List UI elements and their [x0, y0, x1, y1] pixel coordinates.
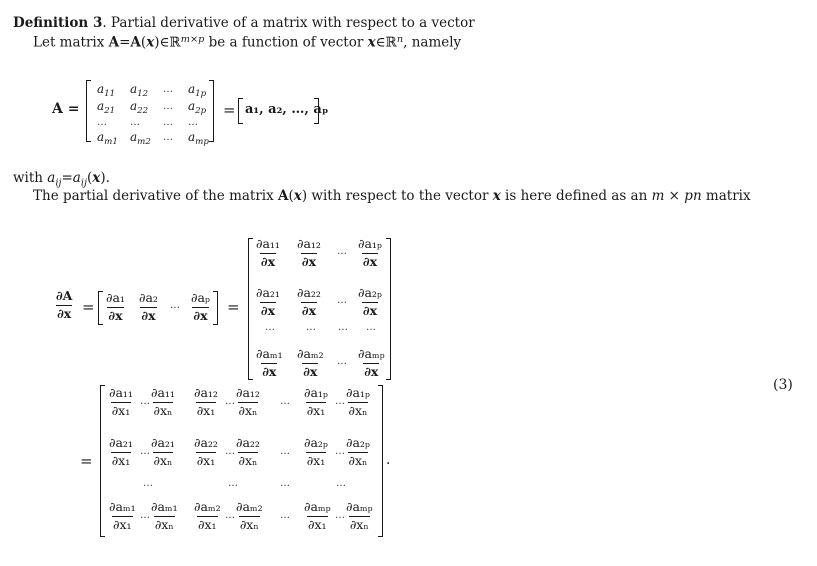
full-matrix-left-bracket [100, 385, 105, 537]
row-vector-entry-1-numerator: ∂a₁ [106, 290, 125, 305]
equals-sign: = [80, 452, 93, 470]
full-matrix-entry-denominator: ∂xₙ [153, 452, 173, 468]
full-matrix-entry [193, 501, 222, 531]
symbol-x: x [146, 34, 155, 51]
column-matrix-entry-denominator: ∂x [364, 363, 379, 379]
definition-title: . Partial derivative of a matrix with respect to a vector [102, 15, 475, 31]
symbol-A: A [108, 34, 120, 51]
matrix-A-cell: $a_{m2}$ [130, 130, 151, 148]
with-line [13, 170, 110, 188]
full-matrix-entry-denominator: ∂x₁ [113, 516, 132, 532]
matrix-A-lhs: A = [52, 101, 80, 117]
column-vector-left-bracket [238, 98, 243, 124]
cell-subscript: m2 [137, 137, 151, 148]
row-vector-entry-p-numerator: ∂aₚ [191, 290, 210, 305]
column-matrix-entry [357, 238, 383, 268]
full-matrix-entry [345, 501, 374, 531]
full-matrix-entry [303, 501, 332, 531]
matrix-A-cell: $a_{22}$ [130, 99, 149, 117]
text: Let matrix [33, 34, 109, 51]
full-matrix-entry-denominator: ∂x₁ [306, 452, 326, 468]
column-matrix-entry-numerator: ∂aₘ₂ [297, 346, 324, 361]
full-matrix-entry-numerator: ∂aₘ₂ [194, 499, 221, 514]
column-matrix-entry [357, 287, 383, 317]
row-vector-left-bracket [98, 291, 103, 325]
full-matrix-entry-numerator: ∂aₘₚ [304, 499, 331, 514]
full-matrix-entry-numerator: ∂a₂₂ [194, 435, 218, 450]
column-vectors: a₁, a₂, …, aₚ [245, 102, 329, 117]
lhs-fraction [55, 290, 73, 320]
column-matrix-entry-denominator: ∂x [301, 302, 317, 318]
text: be a function of vector [204, 34, 368, 51]
lhs-denominator: ∂x [57, 305, 72, 321]
text: is here defined as an [500, 188, 652, 204]
column-vector-right-bracket [314, 98, 319, 124]
cell-subscript: 22 [137, 106, 149, 117]
matrix-A-cell: $a_{2p}$ [188, 99, 207, 117]
full-matrix-entry [303, 437, 329, 467]
full-matrix-entry-numerator: ∂a₂₁ [109, 435, 133, 450]
definition-heading [13, 15, 475, 31]
full-matrix-entry [150, 501, 179, 531]
matrix-A-cell: … [163, 84, 173, 95]
matrix-A-cell: … [130, 117, 140, 128]
full-matrix-entry-numerator: ∂a₂ₚ [304, 435, 328, 450]
column-matrix-entry-numerator: ∂a₂₂ [297, 285, 321, 300]
full-matrix-entry-denominator: ∂xₙ [349, 516, 369, 532]
text: ( [288, 188, 294, 204]
full-matrix-entry [108, 437, 134, 467]
column-matrix-entry-denominator: ∂x [260, 253, 276, 269]
ellipsis: … [140, 396, 150, 407]
full-matrix-entry-denominator: ∂xₙ [239, 516, 259, 532]
row-vector-entry-p-denominator: ∂x [193, 307, 208, 323]
full-matrix-entry [193, 387, 219, 417]
ellipsis: … [280, 396, 290, 407]
text: ∈ℝ [375, 34, 397, 51]
full-matrix-entry-numerator: ∂a₁₁ [151, 385, 175, 400]
symbol-x: x [492, 188, 501, 204]
row-vector-entry-2 [138, 292, 159, 322]
full-matrix-entry-numerator: ∂a₁₂ [236, 385, 260, 400]
full-matrix-entry [150, 437, 176, 467]
full-matrix-entry [235, 437, 261, 467]
full-matrix-entry-numerator: ∂a₁₁ [109, 385, 133, 400]
text: m [651, 188, 665, 204]
full-matrix-entry-denominator: ∂xₙ [153, 402, 173, 418]
full-matrix-entry-denominator: ∂xₙ [348, 402, 368, 418]
full-matrix-entry [235, 387, 261, 417]
text: pn [684, 188, 702, 204]
matrix-A-cell: $a_{11}$ [97, 82, 116, 100]
cell-subscript: m1 [104, 137, 118, 148]
equals-sign: = [223, 101, 236, 119]
ellipsis: … [140, 446, 150, 457]
full-matrix-entry-denominator: ∂x₁ [198, 516, 217, 532]
ellipsis: … [265, 322, 275, 333]
ellipsis: … [280, 510, 290, 521]
full-matrix-entry-numerator: ∂aₘ₂ [236, 499, 263, 514]
full-matrix-entry-denominator: ∂xₙ [238, 402, 258, 418]
column-matrix-entry-denominator: ∂x [303, 363, 318, 379]
ellipsis: … [366, 322, 376, 333]
text: × [664, 188, 685, 204]
column-matrix-entry [296, 238, 322, 268]
subscript: ij [55, 177, 62, 189]
full-matrix-entry [108, 387, 134, 417]
column-matrix-entry [255, 287, 281, 317]
matrix-A-cell: … [163, 117, 173, 128]
cell-subscript: 2p [195, 106, 207, 117]
ellipsis: … [306, 322, 316, 333]
ellipsis: … [228, 478, 238, 489]
column-matrix-entry-numerator: ∂a₁₁ [256, 236, 280, 251]
full-matrix-entry [150, 387, 176, 417]
full-matrix-entry [108, 501, 137, 531]
matrix-A-cell: … [163, 101, 173, 112]
ellipsis: … [225, 510, 235, 521]
matrix-A-cell: $a_{12}$ [130, 82, 149, 100]
equals-sign: = [227, 298, 240, 316]
text: ) with respect to the vector [301, 188, 493, 204]
symbol-x: x [367, 34, 376, 51]
full-matrix-entry-numerator: ∂a₁₂ [194, 385, 218, 400]
text: with [13, 170, 48, 186]
ellipsis: … [170, 300, 180, 311]
full-matrix-entry [193, 437, 219, 467]
column-matrix-entry-numerator: ∂a₂₁ [256, 285, 280, 300]
definition-body [33, 34, 461, 50]
full-matrix-entry-denominator: ∂xₙ [154, 516, 174, 532]
text: ( [86, 170, 93, 186]
text: )∈ℝ [154, 34, 181, 51]
column-matrix-entry-numerator: ∂a₁ₚ [358, 236, 382, 251]
column-matrix-entry [255, 238, 281, 268]
lhs-numerator: ∂A [56, 288, 73, 303]
trailing-period: . [386, 452, 391, 468]
full-matrix-entry-numerator: ∂a₁ₚ [304, 385, 328, 400]
column-matrix-entry [296, 348, 325, 378]
full-matrix-entry-numerator: ∂a₂ₚ [346, 435, 370, 450]
equation-number: (3) [773, 377, 793, 393]
full-matrix-entry-numerator: ∂aₘ₁ [109, 499, 136, 514]
row-vector-entry-p [190, 292, 211, 322]
full-matrix-entry-denominator: ∂x₁ [111, 452, 131, 468]
text: a [47, 170, 56, 186]
matrix-A-cell: $a_{m1}$ [97, 130, 118, 148]
ellipsis: … [337, 356, 347, 367]
text: a [72, 170, 81, 186]
ellipsis: … [280, 478, 290, 489]
column-matrix-left-bracket [248, 238, 253, 380]
text: The partial derivative of the matrix [33, 188, 279, 204]
row-vector-entry-2-denominator: ∂x [141, 307, 156, 323]
ellipsis: … [335, 446, 345, 457]
ellipsis: … [225, 396, 235, 407]
full-matrix-entry [345, 387, 371, 417]
column-matrix-entry-denominator: ∂x [301, 253, 317, 269]
column-matrix-entry-denominator: ∂x [262, 363, 277, 379]
column-matrix-entry-numerator: ∂aₘₚ [358, 346, 385, 361]
full-matrix-entry [345, 437, 371, 467]
column-matrix-entry [296, 287, 322, 317]
row-vector-right-bracket [213, 291, 218, 325]
matrix-A-cell: $a_{mp}$ [188, 130, 209, 148]
symbol-A: A [130, 34, 141, 51]
column-matrix-right-bracket [386, 238, 391, 380]
superscript: m×p [180, 34, 205, 45]
symbol-x: x [92, 170, 101, 186]
superscript: n [396, 34, 404, 45]
matrix-A-cell: $a_{1p}$ [188, 82, 207, 100]
text: matrix [701, 188, 751, 204]
full-matrix-entry-denominator: ∂x₁ [196, 452, 216, 468]
ellipsis: … [143, 478, 153, 489]
column-matrix-entry-denominator: ∂x [362, 302, 378, 318]
matrix-A-cell: $a_{21}$ [97, 99, 116, 117]
column-matrix-entry-numerator: ∂aₘ₁ [256, 346, 283, 361]
row-vector-entry-1 [105, 292, 126, 322]
full-matrix-entry-denominator: ∂xₙ [238, 452, 258, 468]
subscript: ij [80, 177, 87, 189]
matrix-A-cell: … [188, 117, 198, 128]
symbol-x: x [293, 188, 302, 204]
cell-subscript: mp [195, 137, 209, 148]
full-matrix-entry-denominator: ∂x₁ [196, 402, 216, 418]
cell-subscript: 11 [104, 89, 116, 100]
full-matrix-entry-numerator: ∂aₘ₁ [151, 499, 178, 514]
definition-sentence [33, 188, 751, 204]
full-matrix-entry [303, 387, 329, 417]
ellipsis: … [338, 322, 348, 333]
ellipsis: … [280, 446, 290, 457]
full-matrix-right-bracket [378, 385, 383, 537]
text: ( [140, 34, 147, 51]
equals-sign: = [82, 298, 95, 316]
ellipsis: … [140, 510, 150, 521]
text: = [61, 170, 73, 186]
full-matrix-entry [235, 501, 264, 531]
full-matrix-entry-numerator: ∂aₘₚ [346, 499, 373, 514]
column-matrix-entry-denominator: ∂x [260, 302, 276, 318]
ellipsis: … [225, 446, 235, 457]
column-matrix-entry-denominator: ∂x [362, 253, 378, 269]
column-matrix-entry [357, 348, 386, 378]
full-matrix-entry-denominator: ∂x₁ [306, 402, 326, 418]
row-vector-entry-2-numerator: ∂a₂ [139, 290, 158, 305]
ellipsis: … [335, 396, 345, 407]
cell-subscript: 21 [104, 106, 116, 117]
full-matrix-entry-numerator: ∂a₁ₚ [346, 385, 370, 400]
column-matrix-entry-numerator: ∂a₁₂ [297, 236, 321, 251]
matrix-A-cell: … [163, 132, 173, 143]
ellipsis: … [337, 295, 347, 306]
definition-label: Definition 3 [13, 15, 103, 31]
matrix-A-cell: … [97, 117, 107, 128]
symbol-A: A [278, 188, 289, 204]
ellipsis: … [335, 510, 345, 521]
full-matrix-entry-denominator: ∂x₁ [111, 402, 131, 418]
full-matrix-entry-denominator: ∂xₙ [348, 452, 368, 468]
text: , namely [403, 34, 462, 51]
row-vector-entry-1-denominator: ∂x [108, 307, 123, 323]
column-matrix-entry [255, 348, 284, 378]
matrix-A-right-bracket [209, 80, 214, 142]
matrix-A-left-bracket [86, 80, 91, 142]
ellipsis: … [337, 246, 347, 257]
text: = [119, 34, 131, 51]
cell-subscript: 12 [137, 89, 149, 100]
text: ). [100, 170, 110, 186]
full-matrix-entry-denominator: ∂x₁ [308, 516, 327, 532]
full-matrix-entry-numerator: ∂a₂₂ [236, 435, 260, 450]
column-matrix-entry-numerator: ∂a₂ₚ [358, 285, 382, 300]
cell-subscript: 1p [195, 89, 207, 100]
full-matrix-entry-numerator: ∂a₂₁ [151, 435, 175, 450]
ellipsis: … [336, 478, 346, 489]
